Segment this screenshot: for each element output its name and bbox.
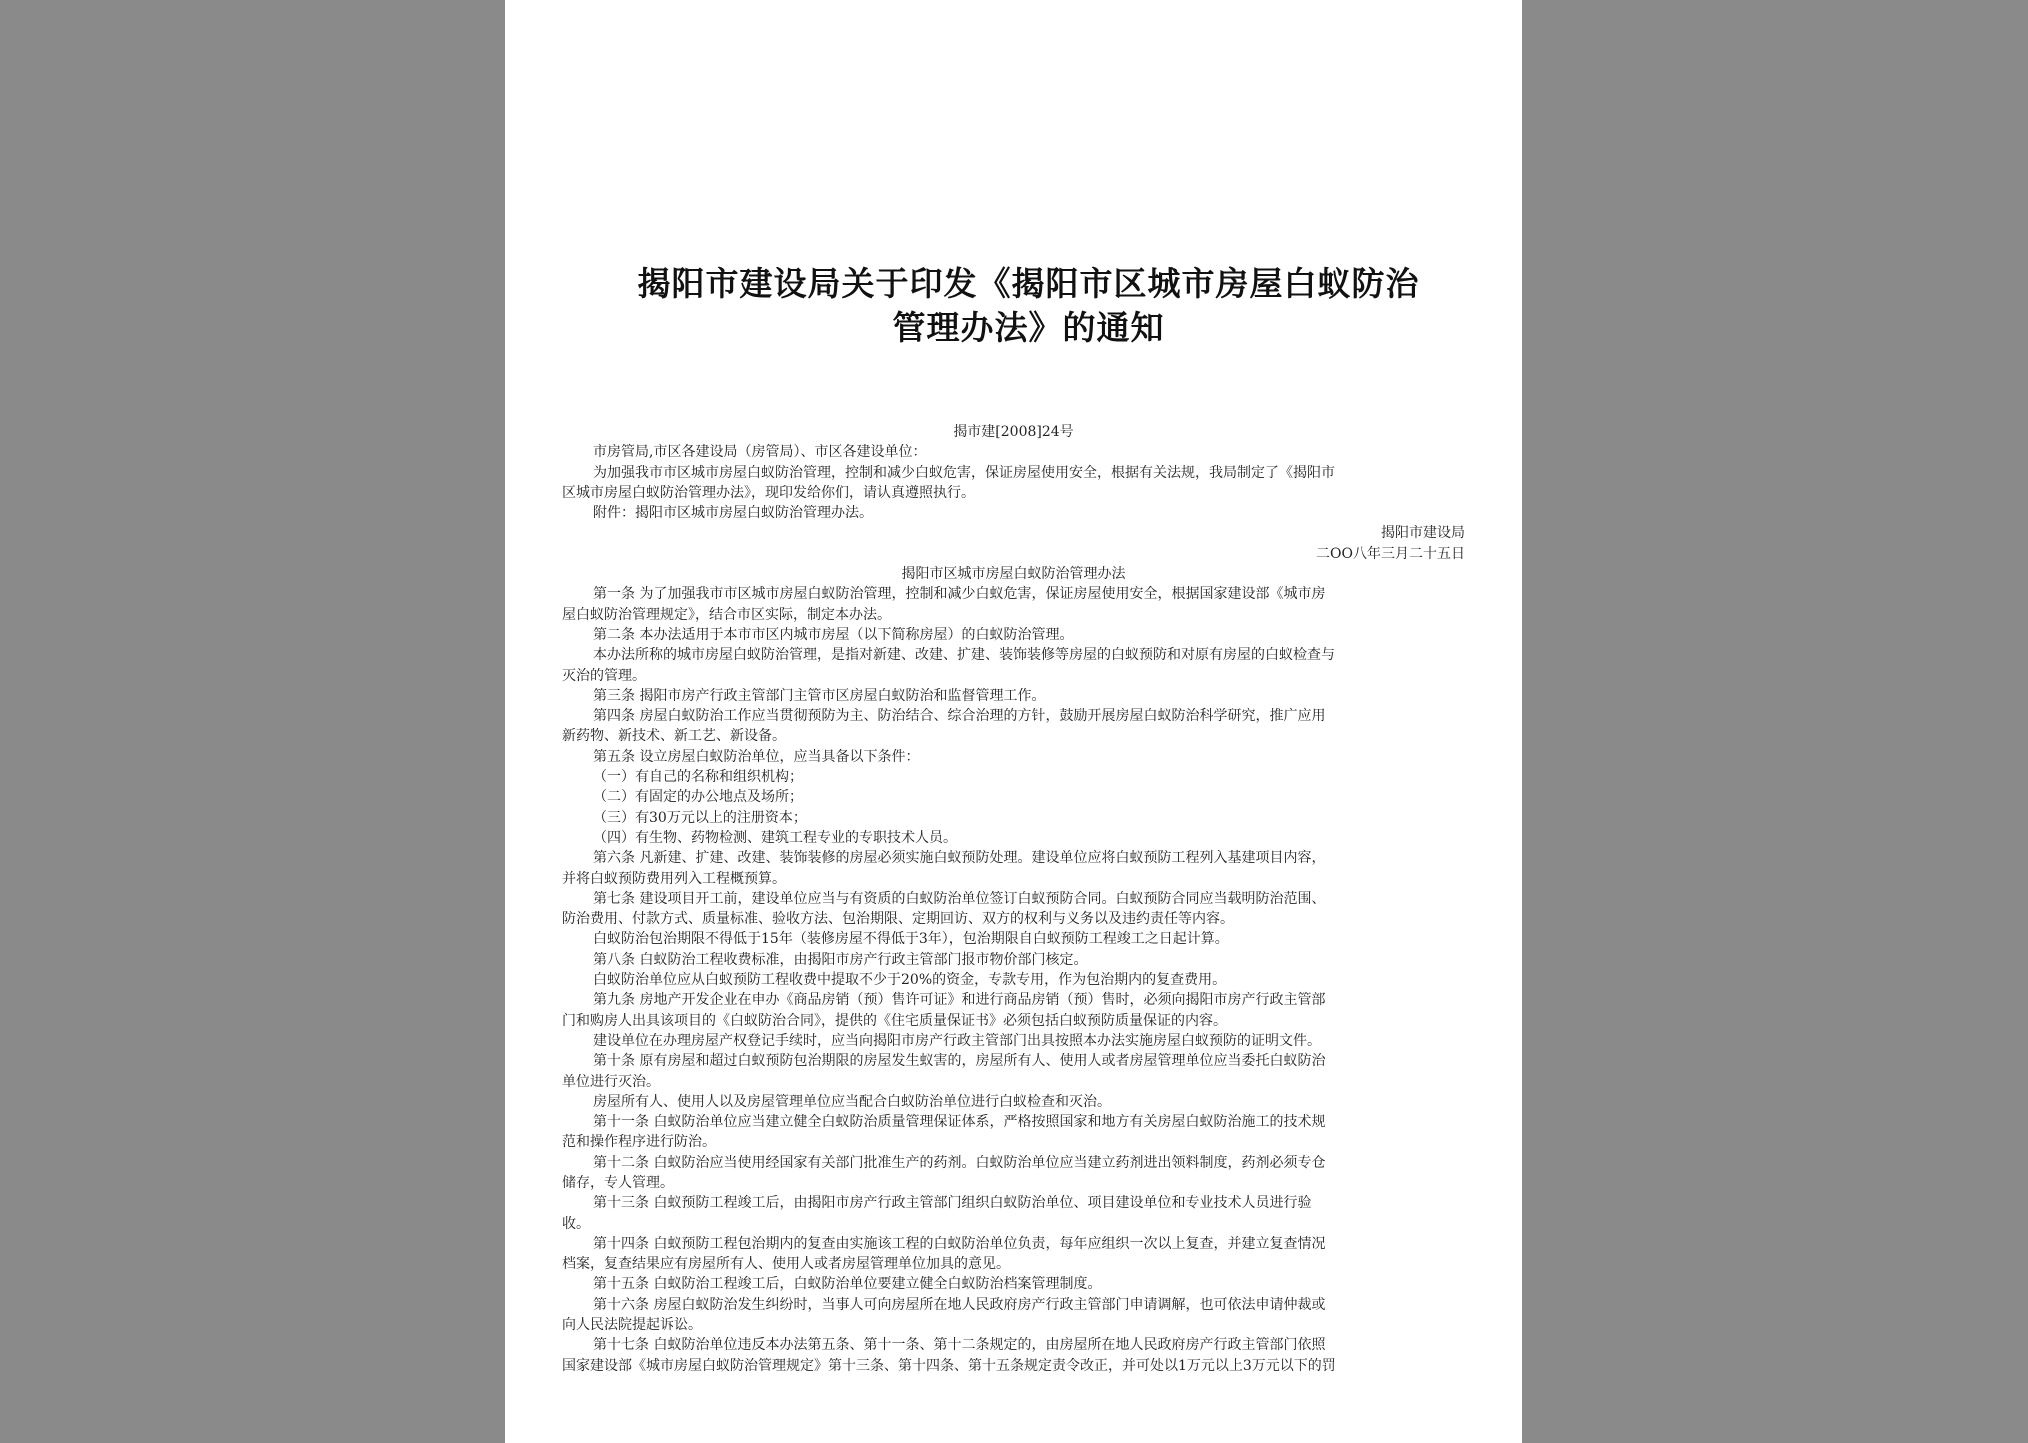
text-line: 第七条 建设项目开工前，建设单位应当与有资质的白蚁防治单位签订白蚁预防合同。白蚁预防合同应当载明防治范围、 <box>593 890 1326 907</box>
text-line: 第一条 为了加强我市市区城市房屋白蚁防治管理，控制和减少白蚁危害，保证房屋使用安全，根据国家建设部《城市房 <box>593 586 1326 603</box>
text-line: 向人民法院提起诉讼。 <box>562 1317 702 1334</box>
issue-date: 二OO八年三月二十五日 <box>1316 545 1465 562</box>
text-line: 收。 <box>562 1215 590 1232</box>
text-line: （二）有固定的办公地点及场所； <box>593 789 803 806</box>
text-line: 范和操作程序进行防治。 <box>562 1134 716 1151</box>
text-line: 建设单位在办理房屋产权登记手续时，应当向揭阳市房产行政主管部门出具按照本办法实施房屋白蚁预防的证明文件。 <box>593 1032 1321 1049</box>
text-line: 新药物、新技术、新工艺、新设备。 <box>562 728 786 745</box>
measures-title: 揭阳市区城市房屋白蚁防治管理办法 <box>901 566 1126 583</box>
text-line: 防治费用、付款方式、质量标准、验收方法、包治期限、定期回访、双方的权利与义务以及违约责任等内容。 <box>562 911 1234 928</box>
text-line: 第十六条 房屋白蚁防治发生纠纷时，当事人可向房屋所在地人民政府房产行政主管部门申请调解，也可依法申请仲裁或 <box>593 1296 1326 1313</box>
text-line: 第十条 原有房屋和超过白蚁预防包治期限的房屋发生蚁害的，房屋所有人、使用人或者房屋管理单位应当委托白蚁防治 <box>593 1053 1326 1070</box>
text-line: 储存，专人管理。 <box>562 1174 674 1191</box>
text-line: 第六条 凡新建、扩建、改建、装饰装修的房屋必须实施白蚁预防处理。建设单位应将白蚁预防工程列入基建项目内容， <box>593 850 1326 867</box>
text-line: 第九条 房地产开发企业在申办《商品房销（预）售许可证》和进行商品房销（预）售时，必须向揭阳市房产行政主管部 <box>593 992 1326 1009</box>
text-line: 第十三条 白蚁预防工程竣工后，由揭阳市房产行政主管部门组织白蚁防治单位、项目建设单位和专业技术人员进行验 <box>593 1195 1312 1212</box>
document-number: 揭市建[2008]24号 <box>953 424 1074 440</box>
issuer: 揭阳市建设局 <box>1381 525 1465 542</box>
text-line: （一）有自己的名称和组织机构； <box>593 769 803 786</box>
text-line: 第三条 揭阳市房产行政主管部门主管市区房屋白蚁防治和监督管理工作。 <box>593 687 1046 704</box>
text-line: 门和购房人出具该项目的《白蚁防治合同》，提供的《住宅质量保证书》必须包括白蚁预防质量保证的内容。 <box>562 1012 1227 1029</box>
text-line: 单位进行灭治。 <box>562 1073 660 1090</box>
text-line: 白蚁防治包治期限不得低于15年（装修房屋不得低于3年），包治期限自白蚁预防工程竣工之日起计算。 <box>593 931 1229 948</box>
text-line: （三）有30万元以上的注册资本； <box>593 809 807 826</box>
attachment-line: 附件：揭阳市区城市房屋白蚁防治管理办法。 <box>593 505 873 522</box>
text-line: 国家建设部《城市房屋白蚁防治管理规定》第十三条、第十四条、第十五条规定责令改正，并可处以1万元以上3万元以下的罚 <box>562 1357 1336 1374</box>
document-title <box>585 262 1472 350</box>
text-line: 白蚁防治单位应从白蚁预防工程收费中提取不少于20%的资金，专款专用，作为包治期内的复查费用。 <box>593 972 1227 989</box>
text-line: 第十一条 白蚁防治单位应当建立健全白蚁防治质量管理保证体系，严格按照国家和地方有关房屋白蚁防治施工的技术规 <box>593 1114 1326 1131</box>
text-line: 第八条 白蚁防治工程收费标准，由揭阳市房产行政主管部门报市物价部门核定。 <box>593 951 1088 968</box>
text-line: 并将白蚁预防费用列入工程概预算。 <box>562 870 786 887</box>
text-line: 第十二条 白蚁防治应当使用经国家有关部门批准生产的药剂。白蚁防治单位应当建立药剂进出领料制度，药剂必须专仓 <box>593 1154 1326 1171</box>
text-line: 档案，复查结果应有房屋所有人、使用人或者房屋管理单位加具的意见。 <box>562 1256 1010 1273</box>
document-page <box>505 0 1522 1443</box>
text-line: 第十四条 白蚁预防工程包治期内的复查由实施该工程的白蚁防治单位负责，每年应组织一次以上复查，并建立复查情况 <box>593 1235 1326 1252</box>
text-line: （四）有生物、药物检测、建筑工程专业的专职技术人员。 <box>593 829 957 846</box>
text-line: 灭治的管理。 <box>562 667 646 684</box>
intro-paragraph: 区城市房屋白蚁防治管理办法》，现印发给你们，请认真遵照执行。 <box>562 484 975 501</box>
document-body <box>562 422 1465 1376</box>
text-line: 第四条 房屋白蚁防治工作应当贯彻预防为主、防治结合、综合治理的方针，鼓励开展房屋白蚁防治科学研究，推广应用 <box>593 708 1326 725</box>
text-line: 本办法所称的城市房屋白蚁防治管理，是指对新建、改建、扩建、装饰装修等房屋的白蚁预防和对原有房屋的白蚁检查与 <box>593 647 1335 664</box>
text-line: 房屋所有人、使用人以及房屋管理单位应当配合白蚁防治单位进行白蚁检查和灭治。 <box>593 1093 1111 1110</box>
measures-text <box>562 584 1465 1376</box>
text-line: 屋白蚁防治管理规定》，结合市区实际，制定本办法。 <box>562 606 891 623</box>
title-line: 管理办法》的通知 <box>892 308 1165 347</box>
intro-paragraph: 为加强我市市区城市房屋白蚁防治管理，控制和减少白蚁危害，保证房屋使用安全，根据有关法规，我局制定了《揭阳市 <box>593 464 1335 481</box>
text-line: 第二条 本办法适用于本市市区内城市房屋（以下简称房屋）的白蚁防治管理。 <box>593 626 1074 643</box>
text-line: 第五条 设立房屋白蚁防治单位，应当具备以下条件： <box>593 748 920 765</box>
addressee: 市房管局,市区各建设局（房管局）、市区各建设单位： <box>593 444 927 461</box>
text-line: 第十五条 白蚁防治工程竣工后，白蚁防治单位要建立健全白蚁防治档案管理制度。 <box>593 1276 1102 1293</box>
text-line: 第十七条 白蚁防治单位违反本办法第五条、第十一条、第十二条规定的，由房屋所在地人民政府房产行政主管部门依照 <box>593 1337 1326 1354</box>
title-line: 揭阳市建设局关于印发《揭阳市区城市房屋白蚁防治 <box>637 264 1420 303</box>
